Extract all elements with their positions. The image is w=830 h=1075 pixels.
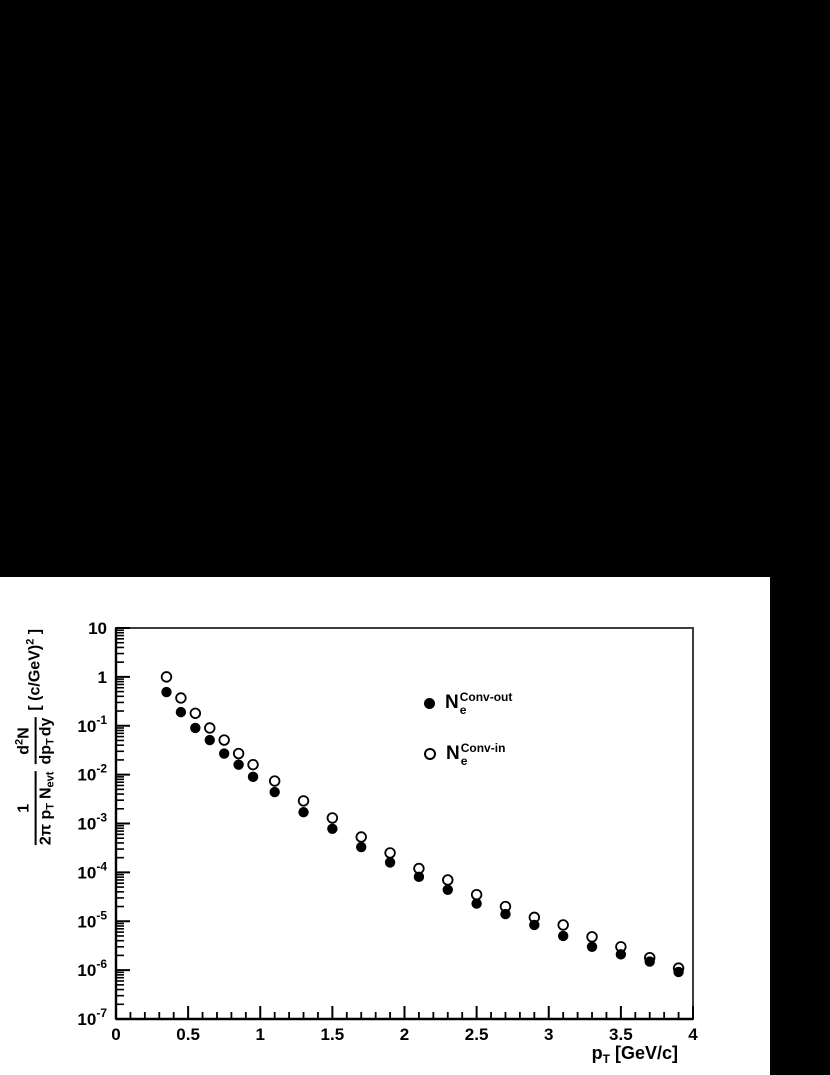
y-tick-label: 1: [97, 667, 107, 687]
data-point-conv-out: [414, 872, 424, 882]
x-tick-label: 3: [544, 1025, 554, 1044]
x-tick-label: 1: [255, 1025, 265, 1044]
y-axis-title: [13, 628, 57, 846]
fraction-denominator: 2π $p_TN_{evt}$: [38, 771, 57, 846]
data-point-conv-out: [616, 949, 626, 959]
data-point-conv-out: [673, 967, 683, 977]
fraction-bar: [35, 718, 37, 765]
data-point-conv-out: [190, 723, 200, 733]
y-tick-label: $10^{-2}$: [77, 761, 107, 785]
y-tick-label: 10: [88, 619, 107, 638]
data-point-conv-out: [500, 909, 510, 919]
data-point-conv-out: [471, 898, 481, 908]
y-axis-units: [ $(c/GeV)^2$ ]: [25, 628, 44, 711]
data-point-conv-out: [161, 687, 171, 697]
data-point-conv-in: [443, 875, 453, 885]
data-point-conv-in: [587, 932, 597, 942]
fraction-bar: [35, 772, 37, 846]
y-tick-label: $10^{-5}$: [77, 908, 107, 932]
data-point-conv-in: [472, 890, 482, 900]
legend-item-conv-in: [424, 740, 505, 768]
plot-frame: [116, 628, 693, 1019]
data-point-conv-out: [356, 842, 366, 852]
data-point-conv-in: [270, 776, 280, 786]
legend-item-conv-out: [424, 689, 512, 717]
y-tick-label: $10^{-4}$: [77, 859, 107, 883]
data-point-conv-in: [205, 723, 215, 733]
data-point-conv-out: [529, 920, 539, 930]
y-tick-label: $10^{-7}$: [77, 1006, 107, 1029]
x-tick-label: 4: [688, 1025, 698, 1044]
data-point-conv-in: [385, 848, 395, 858]
data-point-conv-in: [234, 749, 244, 759]
data-point-conv-in: [162, 672, 172, 682]
data-point-conv-out: [327, 824, 337, 834]
plot-area: [0, 577, 770, 1075]
data-point-conv-out: [248, 772, 258, 782]
data-point-conv-out: [558, 931, 568, 941]
data-point-conv-out: [176, 707, 186, 717]
data-point-conv-out: [645, 956, 655, 966]
data-point-conv-out: [233, 759, 243, 769]
data-point-conv-in: [248, 760, 258, 770]
x-tick-label: 2.5: [464, 1025, 489, 1044]
right-black-mask: [770, 0, 830, 1075]
x-axis-title: $p_T$ [GeV/c]: [591, 1043, 678, 1066]
y-tick-label: $10^{-3}$: [77, 810, 107, 834]
data-point-conv-out: [269, 787, 279, 797]
data-point-conv-in: [176, 693, 186, 703]
y-tick-label: $10^{-1}$: [77, 712, 107, 736]
fraction-denominator: $dp_Tdy$: [38, 717, 57, 765]
x-tick-label: 0: [111, 1025, 121, 1044]
data-point-conv-out: [443, 885, 453, 895]
data-point-conv-out: [298, 807, 308, 817]
legend-label-conv-in: N Conv-in e: [446, 740, 506, 768]
data-point-conv-in: [191, 708, 201, 718]
x-tick-label: 1.5: [320, 1025, 345, 1044]
data-point-conv-in: [356, 832, 366, 842]
data-point-conv-out: [385, 857, 395, 867]
fraction-1-over-2pi-pt-nevt: [16, 772, 57, 846]
x-tick-label: 2: [399, 1025, 410, 1044]
data-point-conv-in: [328, 813, 338, 823]
data-point-conv-in: [219, 735, 229, 745]
fraction-d2n-over-dptdy: [13, 717, 57, 765]
x-tick-label: 3.5: [609, 1025, 633, 1044]
y-tick-label: $10^{-6}$: [77, 957, 107, 981]
fraction-numerator: $d^2N$: [13, 727, 33, 755]
data-point-conv-out: [587, 942, 597, 952]
x-tick-label: 0.5: [176, 1025, 200, 1044]
open-circle-marker-icon: [424, 748, 436, 760]
legend-label-conv-out: N Conv-out e: [445, 689, 513, 717]
data-point-conv-in: [299, 796, 309, 806]
filled-circle-marker-icon: [424, 698, 435, 709]
data-point-conv-in: [558, 920, 568, 930]
fraction-numerator: 1: [15, 803, 33, 813]
data-point-conv-out: [219, 748, 229, 758]
data-point-conv-out: [205, 735, 215, 745]
